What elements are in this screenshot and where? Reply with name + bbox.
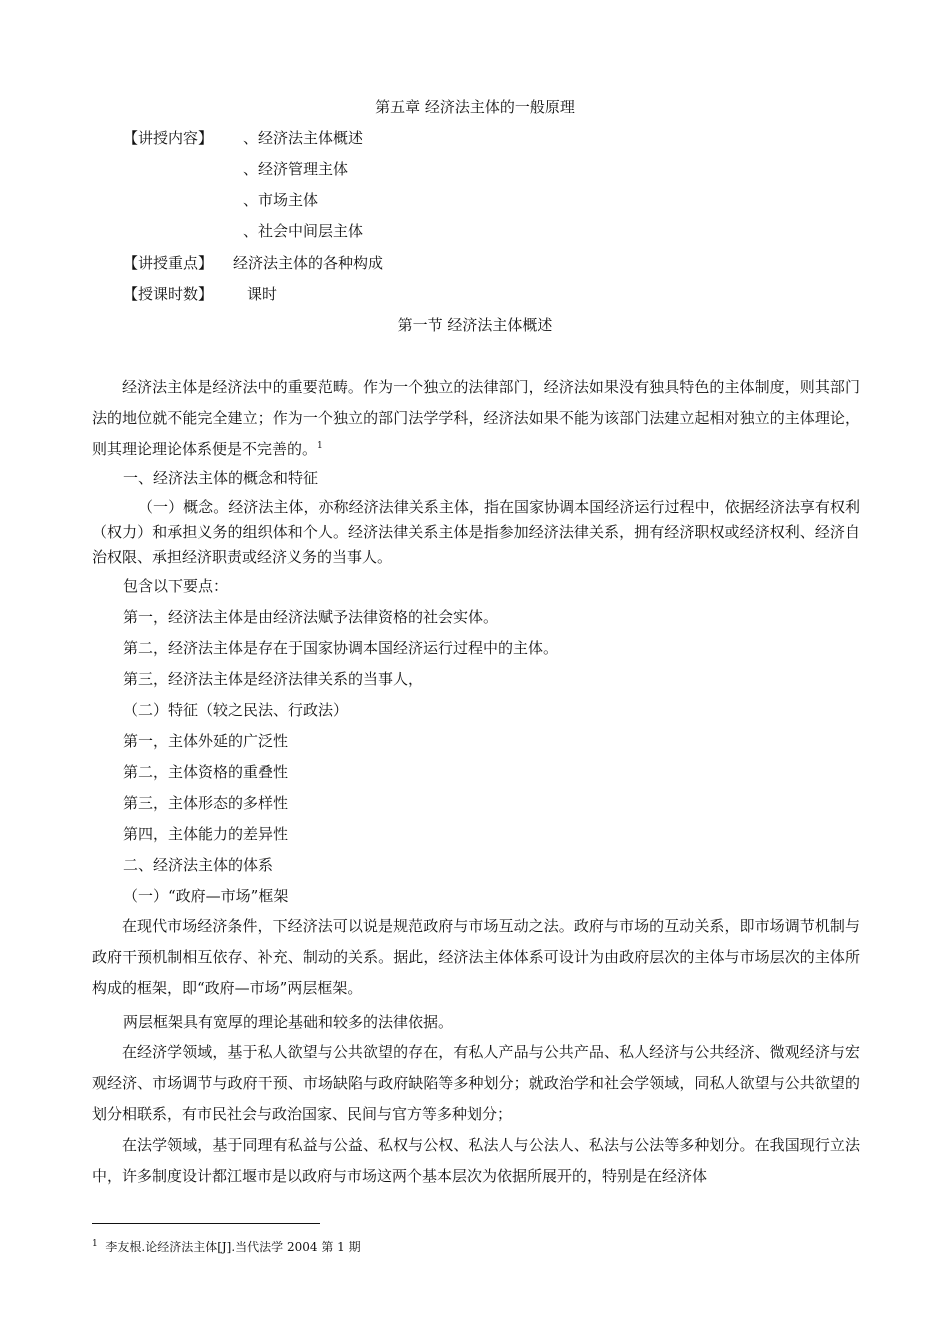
lecture-content-item: 、经济管理主体 xyxy=(243,160,349,178)
point-item: 第三，经济法主体是经济法律关系的当事人， xyxy=(123,670,424,688)
footnote-mark: 1 xyxy=(92,1239,98,1249)
market-paragraph: 在现代市场经济条件，下经济法可以说是规范政府与市场互动之法。政府与市场的互动关系，即市场调节机制与政府干预机制相互依存、补充、制动的关系。据此，经济法主体体系可设计为由政府层次的主体与市场层次的主体所构成的框架，即“政府—市场”两层框架。 xyxy=(92,917,860,997)
feature-item: 第三，主体形态的多样性 xyxy=(123,794,289,812)
lecture-focus-label: 【讲授重点】 xyxy=(123,254,214,272)
law-paragraph: 在法学领域，基于同理有私益与公益、私权与公权、私法人与公法人、私法与公法等多种划分。在我国现行立法中，许多制度设计都江堰市是以政府与市场这两个基本层次为依据所展开的，特别是在经济体 xyxy=(92,1136,860,1185)
heading-system: 二、经济法主体的体系 xyxy=(123,856,274,874)
points-intro: 包含以下要点： xyxy=(123,577,229,595)
lecture-focus-text: 经济法主体的各种构成 xyxy=(233,254,384,272)
footnote xyxy=(92,1238,361,1255)
lecture-hours-label: 【授课时数】 xyxy=(123,285,214,303)
section-title: 第一节 经济法主体概述 xyxy=(397,316,553,334)
footnote-divider xyxy=(92,1223,320,1224)
chapter-title: 第五章 经济法主体的一般原理 xyxy=(375,98,575,116)
lecture-content-label: 【讲授内容】 xyxy=(123,129,214,147)
intro-text: 经济法主体是经济法中的重要范畴。作为一个独立的法律部门，经济法如果没有独具特色的主体制度，则其部门法的地位就不能完全建立；作为一个独立的部门法学学科，经济法如果不能为该部门法建立起相对独立的主体理论，则其理论理论体系便是不完善的。 xyxy=(92,378,860,458)
lecture-content-item: 、经济法主体概述 xyxy=(243,129,364,147)
lecture-content-item: 、社会中间层主体 xyxy=(243,222,364,240)
intro-paragraph xyxy=(92,372,860,465)
feature-item: 第二，主体资格的重叠性 xyxy=(123,763,289,781)
economics-paragraph: 在经济学领域，基于私人欲望与公共欲望的存在，有私人产品与公共产品、私人经济与公共经济、微观经济与宏观经济、市场调节与政府干预、市场缺陷与政府缺陷等多种划分；就政治学和社会学领域，同私人欲望与公共欲望的划分相联系，有市民社会与政治国家、民间与官方等多种划分； xyxy=(92,1043,860,1123)
footnote-text: 李友根.论经济法主体[J].当代法学 2004 第 1 期 xyxy=(105,1240,361,1254)
heading-concept-features: 一、经济法主体的概念和特征 xyxy=(123,469,319,487)
footnote-reference: 1 xyxy=(317,441,323,451)
features-heading: （二）特征（较之民法、行政法） xyxy=(123,701,349,719)
framework-heading: （一）“政府—市场”框架 xyxy=(123,887,289,905)
point-item: 第二，经济法主体是存在于国家协调本国经济运行过程中的主体。 xyxy=(123,639,559,657)
two-layer-sentence: 两层框架具有宽厚的理论基础和较多的法律依据。 xyxy=(123,1013,454,1031)
concept-paragraph: （一）概念。经济法主体，亦称经济法律关系主体，指在国家协调本国经济运行过程中，依据经济法享有权利（权力）和承担义务的组织体和个人。经济法律关系主体是指参加经济法律关系，拥有经济职权或经济权利、经济自治权限、承担经济职责或经济义务的当事人。 xyxy=(92,498,860,566)
point-item: 第一，经济法主体是由经济法赋予法律资格的社会实体。 xyxy=(123,608,499,626)
feature-item: 第一，主体外延的广泛性 xyxy=(123,732,289,750)
lecture-hours-text: 课时 xyxy=(247,285,278,303)
feature-item: 第四，主体能力的差异性 xyxy=(123,825,289,843)
lecture-content-item: 、市场主体 xyxy=(243,191,319,209)
